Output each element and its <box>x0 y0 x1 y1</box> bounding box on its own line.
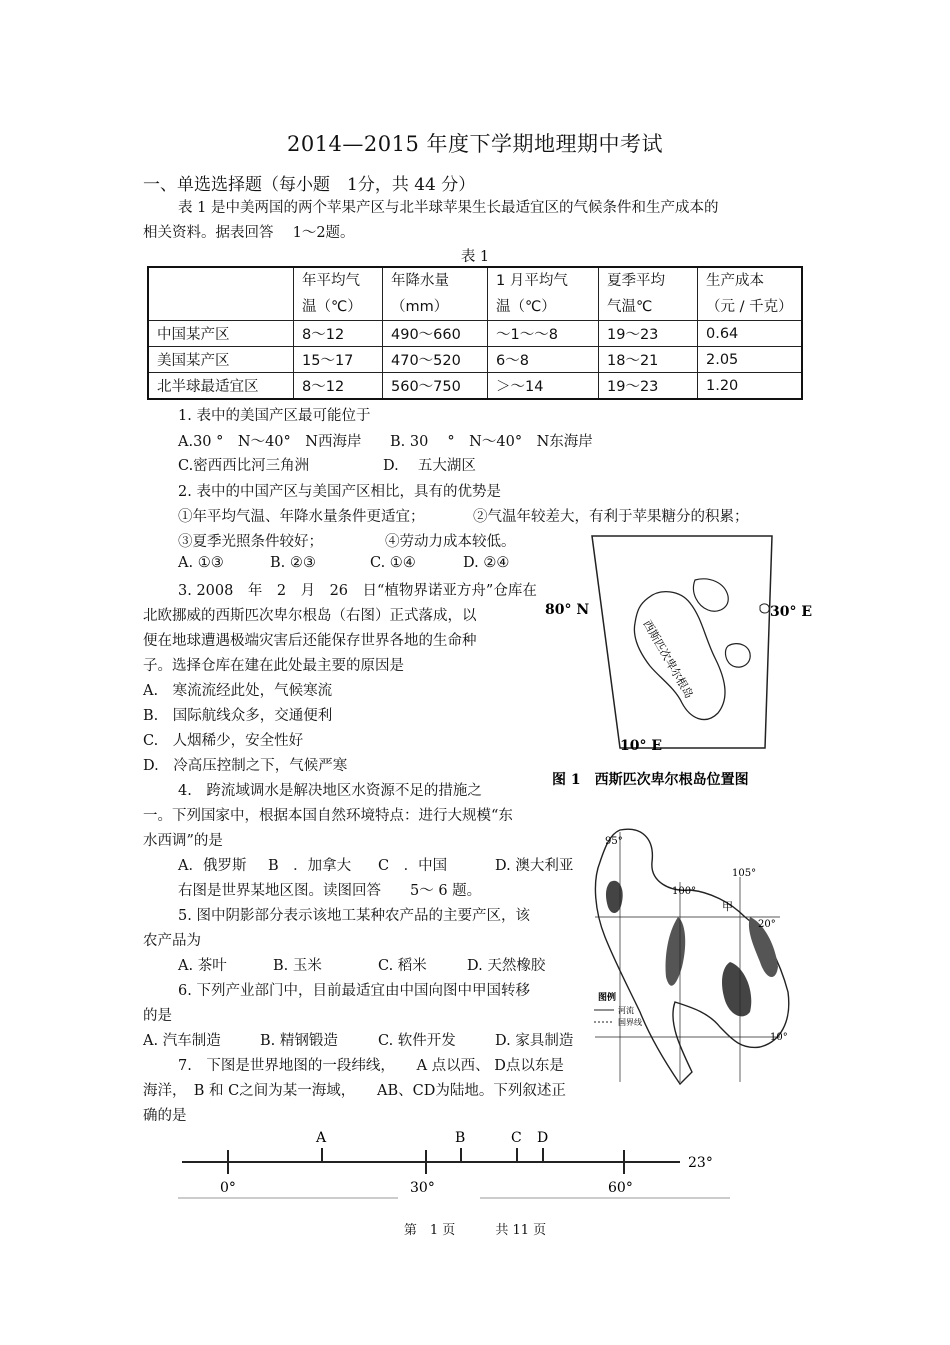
legend-river-label: 河流 <box>618 1006 634 1015</box>
table-caption: 表 1 <box>460 249 490 265</box>
q6-option-b: B. 精钢锻造 <box>260 1033 338 1049</box>
intro-line-1: 表 1 是中美两国的两个苹果产区与北半球苹果生长最适宜区的气候条件和生产成本的 <box>178 200 719 216</box>
table-cell: ～1～～8 <box>488 321 599 347</box>
q4-stem-1: 4. 跨流域调水是解决地区水资源不足的措施之 <box>178 783 482 799</box>
table-cell: 0.64 <box>698 321 803 347</box>
q4-option-d: D. 澳大利亚 <box>495 858 574 874</box>
spitsbergen-location-map <box>540 528 815 798</box>
tick-30-label: 30° <box>410 1180 435 1196</box>
table-cell: 19～23 <box>599 373 698 400</box>
q3-option-b: B. 国际航线众多，交通便利 <box>143 708 333 724</box>
lon-95-label: 95° <box>605 836 623 847</box>
header-text: 温（℃） <box>302 299 362 315</box>
header-text: （mm） <box>391 299 449 315</box>
q5-option-a: A. 茶叶 <box>178 958 227 974</box>
lon-100-label: 100° <box>672 886 697 897</box>
lat-80n-label: 80° N <box>545 602 590 618</box>
q1-option-a: A.30 ° N～40° N西海岸 <box>178 434 362 450</box>
q4-option-c: C ．中国 <box>378 858 448 874</box>
lon-105-label: 105° <box>732 868 757 879</box>
table-cell: 8～12 <box>294 321 383 347</box>
table-row <box>148 373 802 400</box>
q1-option-b: B. 30 ° N～40° N东海岸 <box>390 434 593 450</box>
header-text: 年平均气 <box>302 273 360 289</box>
legend-title: 图例 <box>598 993 617 1003</box>
q3-stem-2: 北欧挪威的西斯匹次卑尔根岛（右图）正式落成，以 <box>143 608 477 624</box>
header-text: 生产成本 <box>706 273 764 289</box>
q3-option-d: D. 冷高压控制之下，气候严寒 <box>143 758 348 774</box>
q1-stem: 1. 表中的美国产区最可能位于 <box>178 408 371 424</box>
header-text: 年降水量 <box>391 273 449 289</box>
lon-10e-label: 10° E <box>620 738 663 754</box>
small-island <box>760 604 769 613</box>
edgeoya-island <box>725 644 750 667</box>
table-cell: 中国某产区 <box>148 321 294 347</box>
q3-stem-1: 3. 2008 年 2 月 26 日“植物界诺亚方舟”仓库在 <box>178 583 537 599</box>
point-d-label: D <box>537 1130 549 1146</box>
q3-stem-3: 便在地球遭遇极端灾害后还能保存世界各地的生命种 <box>143 633 477 649</box>
lon-30e-label: 30° E <box>770 604 813 620</box>
nordaustlandet-island <box>693 579 728 611</box>
table-cell: 北半球最适宜区 <box>148 373 294 400</box>
table-cell: 美国某产区 <box>148 347 294 373</box>
q3-stem-4: 子。选择仓库在建在此处最主要的原因是 <box>143 658 404 674</box>
q2-item-3: ③夏季光照条件较好； <box>178 534 323 550</box>
map-intro: 右图是世界某地区图。读图回答 5～ 6 题。 <box>178 883 482 899</box>
header-text: （元 / 千克） <box>706 299 793 315</box>
header-cell <box>383 267 488 321</box>
q3-option-a: A. 寒流流经此处，气候寒流 <box>143 683 333 699</box>
table-cell: ＞～14 <box>488 373 599 400</box>
table-cell: 6～8 <box>488 347 599 373</box>
header-text: 夏季平均 <box>607 273 665 289</box>
q2-item-4: ④劳动力成本较低。 <box>385 534 516 550</box>
point-b-label: B <box>455 1130 466 1146</box>
table-cell: 490～660 <box>383 321 488 347</box>
table-cell: 15～17 <box>294 347 383 373</box>
page-number: 第 1 页 <box>403 1223 456 1238</box>
q2-item-1: ①年平均气温、年降水量条件更适宜； <box>178 509 425 525</box>
jia-label: 甲 <box>722 900 733 913</box>
page-footer <box>0 1219 950 1238</box>
table-row <box>148 347 802 373</box>
header-cell <box>698 267 803 321</box>
q4-option-a: A．俄罗斯 <box>178 858 247 874</box>
q3-option-c: C. 人烟稀少，安全性好 <box>143 733 304 749</box>
exam-title: 2014—2015 年度下学期地理期中考试 <box>286 132 664 156</box>
table-cell: 8～12 <box>294 373 383 400</box>
table-cell: 470～520 <box>383 347 488 373</box>
q7-stem-3: 确的是 <box>143 1108 187 1124</box>
q5-option-b: B. 玉米 <box>273 958 322 974</box>
header-cell <box>599 267 698 321</box>
q1-option-c: C.密西西比河三角洲 <box>178 458 310 474</box>
q6-option-c: C. 软件开发 <box>378 1033 456 1049</box>
header-text: 1 月平均气 <box>496 273 568 289</box>
tick-0-label: 0° <box>220 1180 236 1196</box>
q6-stem-2: 的是 <box>143 1008 172 1024</box>
q1-option-d: D. 五大湖区 <box>383 458 476 474</box>
page-total: 共 11 页 <box>495 1223 547 1238</box>
header-cell <box>148 267 294 321</box>
table-cell: 18～21 <box>599 347 698 373</box>
lat-20-label: 20° <box>758 919 776 930</box>
q5-stem-1: 5. 图中阴影部分表示该地工某种农产品的主要产区，该 <box>178 908 530 924</box>
island-name-label: 西斯匹次卑尔根岛 <box>640 618 696 701</box>
latitude-label: 23° <box>688 1155 713 1171</box>
q2-option-a: A. ①③ <box>178 555 224 571</box>
q7-stem-2: 海洋， B 和 C之间为某一海域， AB、CD为陆地。下列叙述正 <box>143 1083 566 1099</box>
latitude-line-diagram <box>170 1124 740 1204</box>
climate-table <box>147 266 803 400</box>
q6-stem-1: 6. 下列产业部门中，目前最适宜由中国向图中甲国转移 <box>178 983 530 999</box>
section-heading: 一、单选选择题（每小题 1分，共 44 分） <box>143 175 476 195</box>
tick-60-label: 60° <box>608 1180 633 1196</box>
header-text: 温（℃） <box>496 299 556 315</box>
q7-stem-1: 7. 下图是世界地图的一段纬线， A 点以西、 D点以东是 <box>178 1058 564 1074</box>
map1-caption: 图 1 西斯匹次卑尔根岛位置图 <box>552 772 749 788</box>
lat-10-label: 10° <box>770 1032 788 1043</box>
legend-border-label: 国界线 <box>618 1018 642 1027</box>
table-cell: 1.20 <box>698 373 803 400</box>
q4-stem-2: 一。下列国家中，根据本国自然环境特点：进行大规模“东 <box>143 808 513 824</box>
q2-stem: 2. 表中的中国产区与美国产区相比，具有的优势是 <box>178 484 501 500</box>
table-cell: 19～23 <box>599 321 698 347</box>
q2-item-2: ②气温年较差大，有利于苹果糖分的积累； <box>473 509 749 525</box>
header-text: 气温℃ <box>607 299 653 315</box>
point-c-label: C <box>511 1130 522 1146</box>
intro-line-2: 相关资料。据表回答 1～2题。 <box>143 225 355 241</box>
point-a-label: A <box>316 1130 327 1146</box>
q2-option-c: C. ①④ <box>370 555 416 571</box>
q5-option-c: C. 稻米 <box>378 958 427 974</box>
southeast-asia-map <box>580 822 800 1092</box>
q6-option-a: A. 汽车制造 <box>143 1033 221 1049</box>
q6-option-d: D. 家具制造 <box>495 1033 574 1049</box>
q4-option-b: B ．加拿大 <box>268 858 352 874</box>
q2-option-b: B. ②③ <box>270 555 316 571</box>
q5-option-d: D. 天然橡胶 <box>467 958 546 974</box>
q5-stem-2: 农产品为 <box>143 933 201 949</box>
table-cell: 2.05 <box>698 347 803 373</box>
header-cell <box>488 267 599 321</box>
q2-option-d: D. ②④ <box>463 555 510 571</box>
header-cell <box>294 267 383 321</box>
table-row <box>148 321 802 347</box>
table-cell: 560～750 <box>383 373 488 400</box>
q4-stem-3: 水西调”的是 <box>143 833 223 849</box>
table-header-row <box>148 267 802 321</box>
